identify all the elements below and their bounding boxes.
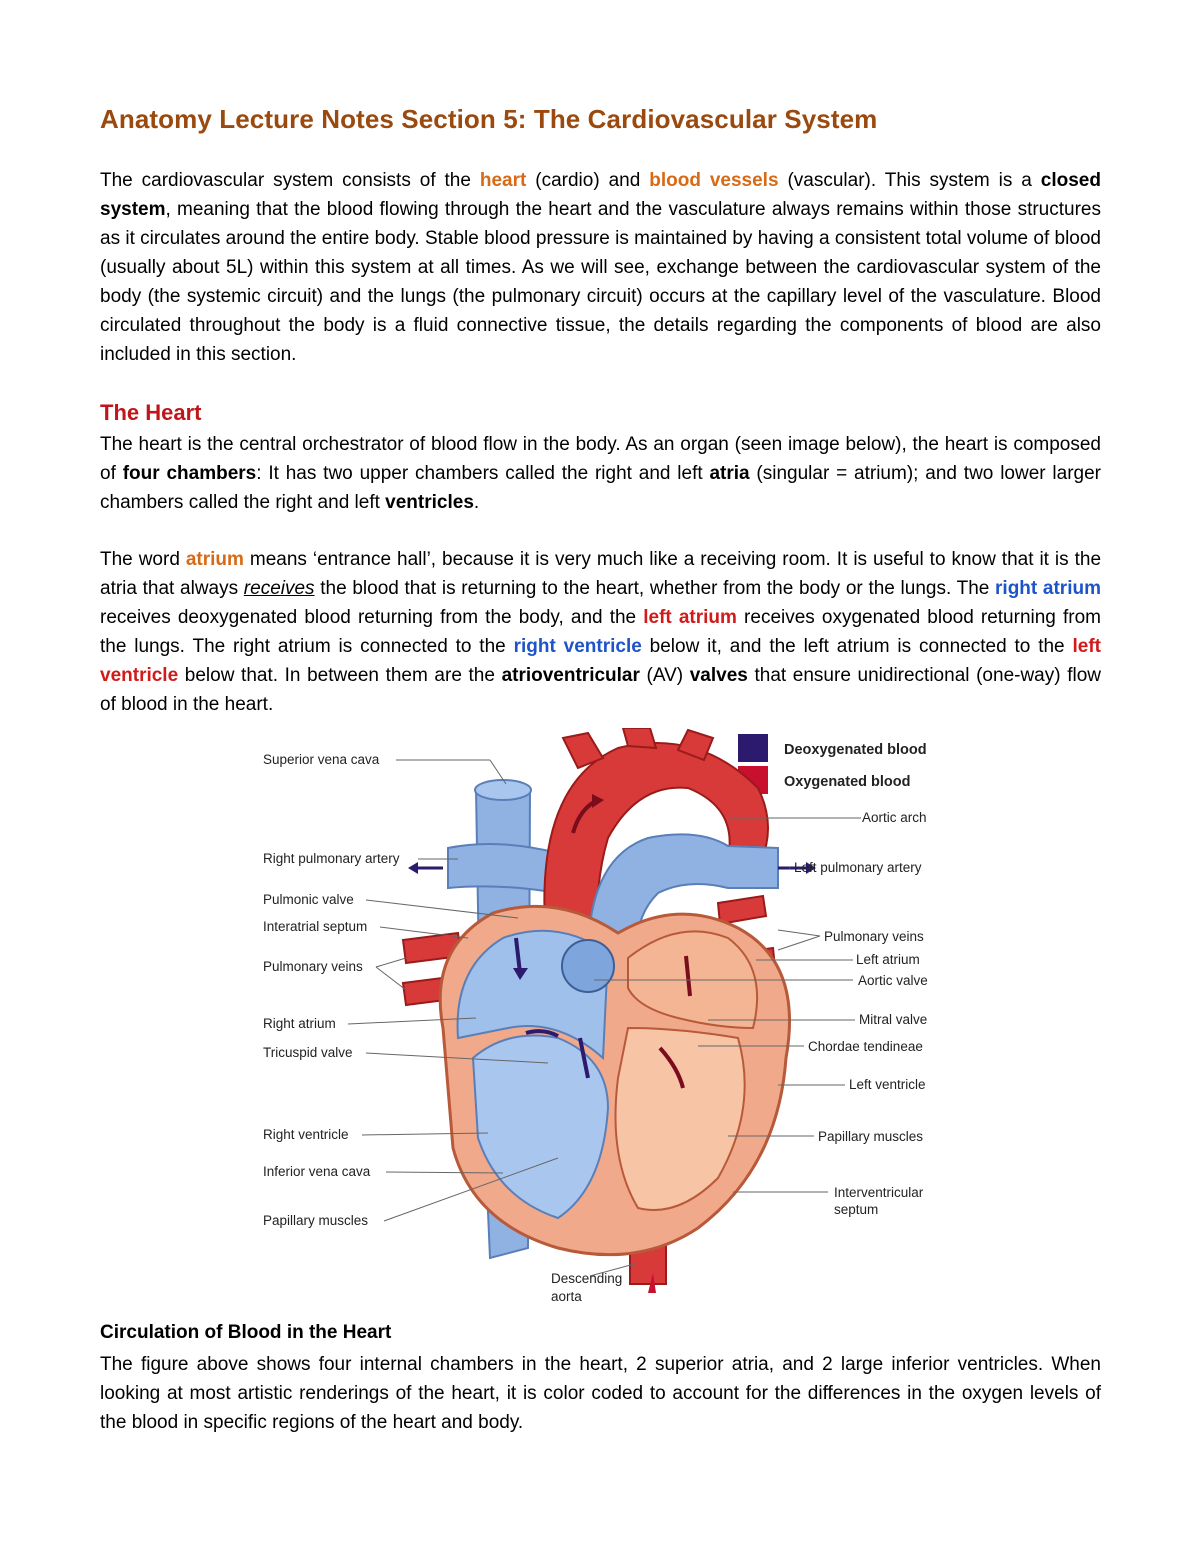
term-heart: heart [479, 170, 527, 191]
intro-text-2: (cardio) and [526, 170, 650, 191]
term-atrium: atrium [185, 549, 244, 570]
heart-p1-text-1: The heart is the central orchestrator of blood flow in the body. As an organ (seen image below), the heart is composed of [100, 434, 1101, 484]
term-four-chambers: four chambers [122, 463, 257, 484]
circulation-paragraph: The figure above shows four internal chambers in the heart, 2 superior atria, and 2 large inferior ventricles. When looking at most artistic renderings of the heart, it is color coded to account for the differences in the oxygen levels of the blood in specific regions of the heart and body. [100, 1354, 1101, 1433]
label-papillary-muscles-right: Papillary muscles [818, 1129, 924, 1144]
term-receives: receives [243, 578, 315, 599]
label-aortic-valve: Aortic valve [858, 973, 928, 988]
heart-p2-text-8: (AV) [639, 665, 690, 686]
legend-oxygenated-label: Oxygenated blood [784, 774, 911, 790]
heart-p2-text-7: below that. In between them are the [178, 665, 502, 686]
heading-the-heart: The Heart [100, 400, 202, 425]
label-papillary-muscles-left: Papillary muscles [263, 1213, 369, 1228]
label-inferior-vena-cava: Inferior vena cava [263, 1164, 371, 1179]
label-chordae-tendineae: Chordae tendineae [808, 1039, 923, 1054]
label-pulmonary-veins-left: Pulmonary veins [263, 959, 363, 974]
heart-p1-text-3: (singular = atrium); and two lower larger chambers called the right and left [100, 463, 1101, 513]
legend-deoxygenated-swatch [738, 734, 768, 762]
label-descending: Descending [551, 1271, 623, 1286]
label-pulmonary-veins-right: Pulmonary veins [824, 929, 924, 944]
legend-deoxygenated-label: Deoxygenated blood [784, 742, 927, 758]
label-interventricular: Interventricular [834, 1185, 924, 1200]
heart-p2-text-1: The word [100, 549, 186, 570]
heart-diagram [258, 728, 948, 1310]
term-right-ventricle: right ventricle [513, 636, 642, 657]
label-right-pulmonary-artery: Right pulmonary artery [263, 851, 400, 866]
label-left-ventricle: Left ventricle [849, 1077, 926, 1092]
intro-text-1: The cardiovascular system consists of the [100, 170, 480, 191]
term-left-ventricle: left ventricle [100, 636, 1101, 686]
heart-p1-text-4: . [473, 492, 480, 513]
label-aorta: aorta [551, 1289, 582, 1304]
term-left-atrium: left atrium [643, 607, 737, 628]
label-interatrial-septum: Interatrial septum [263, 919, 368, 934]
heart-illustration [403, 728, 816, 1293]
intro-paragraph [100, 166, 1101, 369]
label-right-ventricle: Right ventricle [263, 1127, 349, 1142]
term-ventricles: ventricles [385, 492, 474, 513]
label-pulmonic-valve: Pulmonic valve [263, 892, 354, 907]
heart-p2-text-3: the blood that is returning to the heart, whether from the body or the lungs. The [314, 578, 996, 599]
label-superior-vena-cava: Superior vena cava [263, 752, 380, 767]
label-right-atrium: Right atrium [263, 1016, 336, 1031]
heart-p1-text-2: : It has two upper chambers called the right and left [256, 463, 710, 484]
heart-p2-text-4: receives deoxygenated blood returning from the body, and the [100, 607, 644, 628]
page-title: Anatomy Lecture Notes Section 5: The Cardiovascular System [100, 104, 878, 134]
heart-p2-text-5: receives oxygenated blood returning from the lungs. The right atrium is connected to the [100, 607, 1101, 657]
heading-circulation: Circulation of Blood in the Heart [100, 1322, 392, 1343]
intro-text-4: , meaning that the blood flowing through the heart and the vasculature always remains within those structures as it circulates around the entire body. Stable blood pressure is maintained by having a consistent total volume of blood (usually about 5L) within this system at all times. As we will see, exchange between the cardiovascular system of the body (the systemic circuit) and the lungs (the pulmonary circuit) occurs at the capillary level of the vasculature. Blood circulated throughout the body is a fluid connective tissue, the details regarding the components of blood are also included in this section. [100, 199, 1101, 365]
label-left-pulmonary-artery: Left pulmonary artery [794, 860, 922, 875]
label-tricuspid-valve: Tricuspid valve [263, 1045, 353, 1060]
term-closed-system: closed system [100, 170, 1101, 220]
term-valves: valves [689, 665, 748, 686]
label-septum: septum [834, 1202, 879, 1217]
term-blood-vessels: blood vessels [649, 170, 779, 191]
label-aortic-arch: Aortic arch [862, 810, 927, 825]
heart-p2-text-9: that ensure unidirectional (one-way) flow of blood in the heart. [100, 665, 1101, 715]
term-right-atrium: right atrium [995, 578, 1101, 599]
heart-paragraph-2 [100, 545, 1101, 719]
label-left-atrium: Left atrium [856, 952, 920, 967]
term-atria: atria [709, 463, 750, 484]
term-atrioventricular: atrioventricular [501, 665, 640, 686]
label-mitral-valve: Mitral valve [859, 1012, 928, 1027]
heart-p2-text-2: means ‘entrance hall’, because it is very much like a receiving room. It is useful to know that it is the atria that always [100, 549, 1102, 599]
heart-paragraph-1 [100, 430, 1101, 517]
intro-text-3: (vascular). This system is a [778, 170, 1041, 191]
heart-p2-text-6: below it, and the left atrium is connected to the [641, 636, 1073, 657]
